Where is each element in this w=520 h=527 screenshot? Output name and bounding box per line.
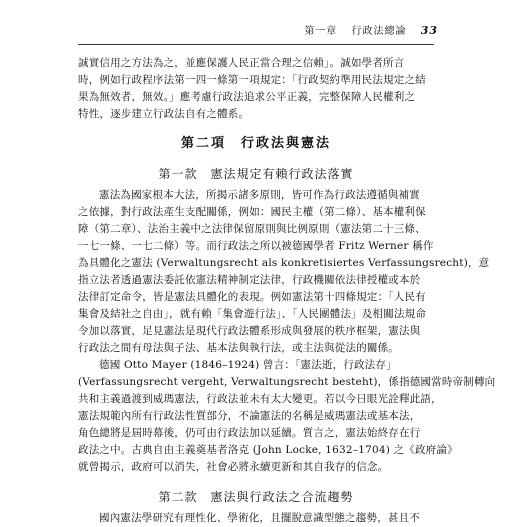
text-line: 令加以落實，足見憲法是現代行政法體系形成與發展的秩序框架，憲法與: [78, 325, 421, 337]
text-line: 障（第二章）、法治主義中之法律保留原則與比例原則（憲法第二十三條、: [78, 223, 426, 235]
header-chapter: 第一章: [304, 26, 338, 37]
page-body: [78, 55, 496, 527]
text-line: 集會及結社之自由」，就有賴「集會遊行法」、「人民團體法」及相關法規命: [78, 308, 427, 320]
text-line: (Verfassungsrecht vergeht, Verwaltungsrecht besteht)，係指德國當時帝制轉向: [78, 376, 496, 388]
intro-paragraph: [78, 55, 434, 123]
page-number: 33: [420, 24, 438, 37]
text-line: 一七一條、一七二條）等。而行政法之所以被德國學者 Fritz Werner 稱作: [78, 240, 434, 252]
text-line: 德國 Otto Mayer (1846–1924) 曾言：「憲法逝，行政法存」: [99, 359, 397, 371]
section-heading: 第二項 行政法與憲法: [180, 136, 331, 151]
header-right: [294, 22, 438, 37]
text-line: 共和主義過渡到威瑪憲法，行政法並未有太大變更。若以今日眼光詮釋此語，: [78, 393, 442, 405]
text-line: 時，例如行政程序法第一四一條第一項規定：「行政契約準用民法規定之結: [78, 74, 426, 86]
text-line: 指立法者透過憲法委託依憲法精神制定法律，行政機關依法律授權或本於: [78, 274, 421, 286]
text-line: 角色總將是屆時幕後，仍可由行政法加以延續。質言之，憲法始終存在行: [78, 427, 421, 439]
paragraph-2: [78, 357, 496, 476]
text-line: 就曾揭示，政府可以消失，社會必將永續更新和其自我存的信念。: [78, 461, 389, 473]
paragraph-3: [78, 510, 434, 527]
text-line: 為具體化之憲法 (Verwaltungsrecht als konkretisiertes Verfassungsrecht)，意: [78, 257, 490, 269]
paragraph-1: [78, 187, 490, 357]
subsection-heading-2: 第二款 憲法與行政法之合流趨勢: [158, 490, 354, 504]
text-line: 行政法之間有母法與子法、基本法與執行法，或主法與從法的關係。: [78, 342, 399, 354]
subsection-heading-1: 第一款 憲法規定有賴行政法落實: [158, 167, 354, 181]
text-line: 憲法為國家根本大法，所揭示諸多原則，皆可作為行政法遵循與補實: [99, 189, 420, 201]
header-rule: [78, 44, 434, 45]
text-line: 誠實信用之方法為之，並應保護人民正當合理之信賴」。誠如學者所言: [78, 57, 405, 69]
header-title: 行政法總論: [351, 26, 407, 37]
text-line: 政法之中。古典自由主義奠基者洛克 (John Locke, 1632–1704) 之《政府論》: [78, 444, 458, 456]
text-line: 憲法規範內所有行政法性質部分，不論憲法的名稱是威瑪憲法或基本法，: [78, 410, 421, 422]
running-header: [0, 22, 520, 38]
text-line: 果為無效者，無效。」應考慮行政法追求公平正義，完整保障人民權利之: [78, 91, 416, 103]
text-line: 國內憲法學研究有理性化、學術化，且擺脫意識型態之趨勢，甚且不: [99, 512, 420, 524]
text-line: 之依據，對行政法產生支配關係，例如：國民主權（第二條）、基本權利保: [78, 206, 426, 218]
text-line: 特性，逐步建立行政法自有之體系。: [78, 108, 250, 120]
text-line: 法律訂定命令，皆是憲法具體化的表現。例如憲法第十四條規定：「人民有: [78, 291, 426, 303]
